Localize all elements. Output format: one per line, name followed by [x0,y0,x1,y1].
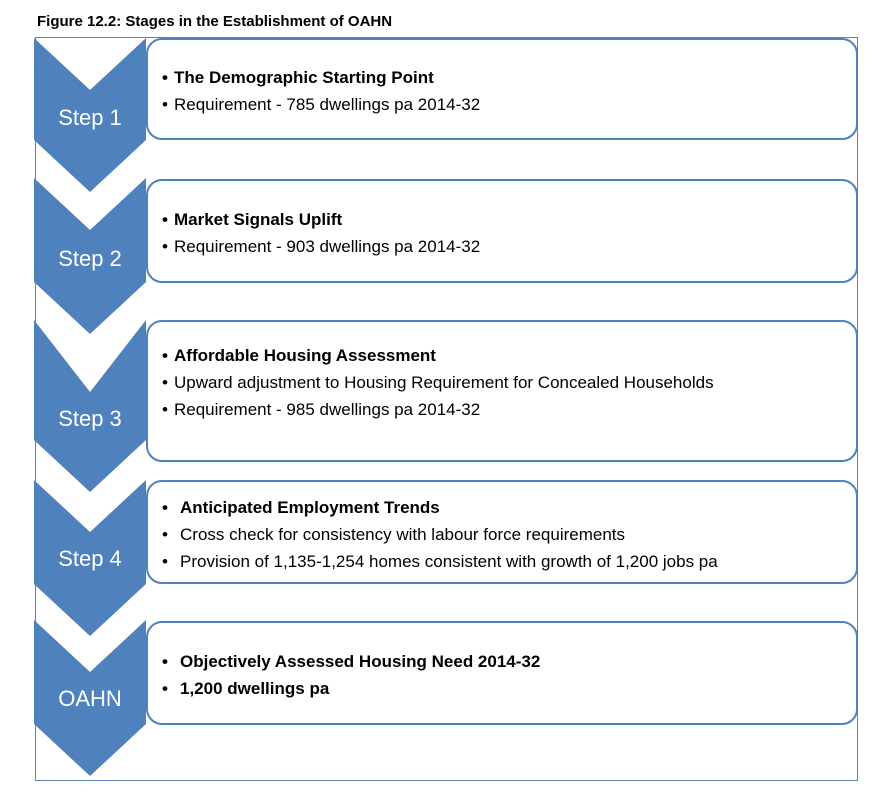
step-4-item-text: Cross check for consistency with labour force requirements [180,525,626,544]
oahn-label: OAHN [58,686,122,711]
step-1-label: Step 1 [58,105,122,130]
oahn-item: • Objectively Assessed Housing Need 2014-32 [162,652,541,671]
step-4-item: • Anticipated Employment Trends [162,498,440,517]
step-3-label: Step 3 [58,406,122,431]
step-3-item-text: Affordable Housing Assessment [174,346,436,365]
step-3-item: • Upward adjustment to Housing Requirement for Concealed Households [162,373,714,392]
step-3-item-text: Upward adjustment to Housing Requirement for Concealed Households [174,373,714,392]
step-2-item-text: Requirement - 903 dwellings pa 2014-32 [174,237,481,256]
oahn-box [146,621,858,725]
oahn-item-text: 1,200 dwellings pa [180,679,330,698]
step-1-item: • The Demographic Starting Point [162,68,434,87]
step-1-item: • Requirement - 785 dwellings pa 2014-32 [162,95,481,114]
step-1-item-text: The Demographic Starting Point [174,68,434,87]
step-4-item: • Cross check for consistency with labour force requirements [162,525,626,544]
step-3-item-text: Requirement - 985 dwellings pa 2014-32 [174,400,481,419]
step-4-label: Step 4 [58,546,122,571]
figure-title: Figure 12.2: Stages in the Establishment of OAHN [37,13,393,30]
step-3-item: • Affordable Housing Assessment [162,346,436,365]
step-4-item-text: Anticipated Employment Trends [180,498,440,517]
step-3-item: • Requirement - 985 dwellings pa 2014-32 [162,400,481,419]
step-4-box [146,480,858,584]
step-2-box [146,179,858,283]
step-4-item: • Provision of 1,135-1,254 homes consistent with growth of 1,200 jobs pa [162,552,718,571]
step-4-item-text: Provision of 1,135-1,254 homes consistent with growth of 1,200 jobs pa [180,552,718,571]
step-1-item-text: Requirement - 785 dwellings pa 2014-32 [174,95,481,114]
oahn-item-text: Objectively Assessed Housing Need 2014-32 [180,652,541,671]
step-2-label: Step 2 [58,246,122,271]
step-2-item: • Requirement - 903 dwellings pa 2014-32 [162,237,481,256]
step-1-box [146,38,858,140]
oahn-item: • 1,200 dwellings pa [162,679,330,698]
step-3-box [146,320,858,462]
step-2-item-text: Market Signals Uplift [174,210,343,229]
step-2-item: • Market Signals Uplift [162,210,343,229]
